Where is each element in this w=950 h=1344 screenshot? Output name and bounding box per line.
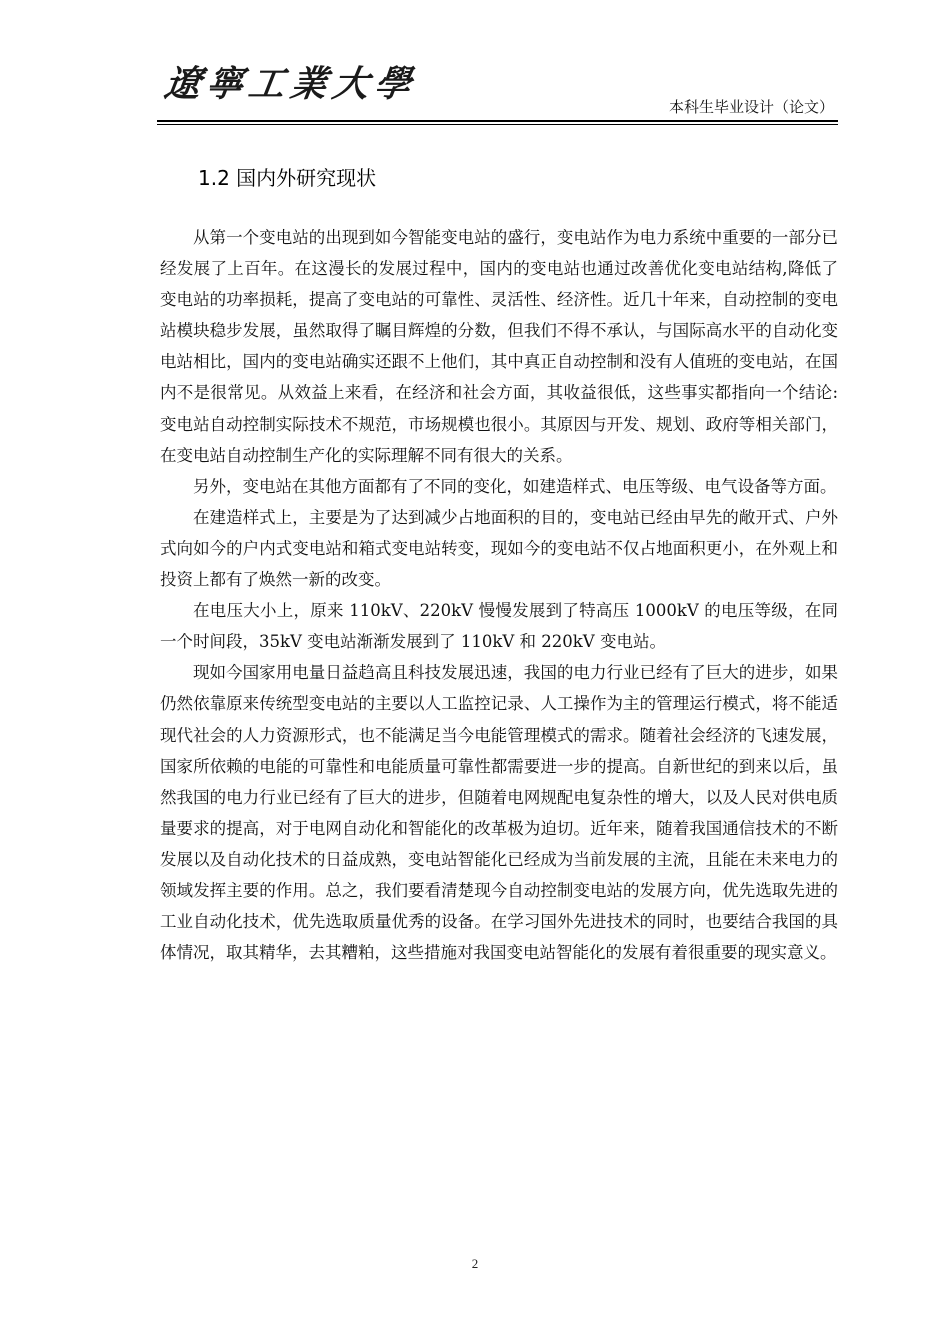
header-rule-thin: [157, 124, 838, 125]
page-header: [157, 52, 838, 124]
header-title: 本科生毕业设计（论文）: [668, 98, 834, 116]
section-heading: 1.2 国内外研究现状: [198, 166, 377, 190]
paragraph: 在建造样式上，主要是为了达到减少占地面积的目的，变电站已经由早先的敞开式、户外式向如今的户内式变电站和箱式变电站转变，现如今的变电站不仅占地面积更小，在外观上和投资上都有了焕然一新的改变。: [160, 507, 838, 590]
page-number: 2: [471, 1256, 479, 1271]
university-logo: 遼寧工業大學: [161, 63, 420, 105]
paragraph: 另外，变电站在其他方面都有了不同的变化，如建造样式、电压等级、电气设备等方面。: [193, 476, 837, 496]
paragraph: 从第一个变电站的出现到如今智能变电站的盛行，变电站作为电力系统中重要的一部分已经发展了上百年。在这漫长的发展过程中，国内的变电站也通过改善优化变电站结构,降低了变电站的功率损耗，提高了变电站的可靠性、灵活性、经济性。近几十年来，自动控制的变电站模块稳步发展，虽然取得了瞩目辉煌的分数，但我们不得不承认，与国际高水平的自动化变电站相比，国内的变电站确实还跟不上他们，其中真正自动控制和没有人值班的变电站，在国内不是很常见。从效益上来看，在经济和社会方面，其收益很低，这些事实都指向一个结论:变电站自动控制实际技术不规范，市场规模也很小。其原因与开发、规划、政府等相关部门，在变电站自动控制生产化的实际理解不同有很大的关系。: [160, 228, 838, 465]
paragraph: 现如今国家用电量日益趋高且科技发展迅速，我国的电力行业已经有了巨大的进步，如果仍然依靠原来传统型变电站的主要以人工监控记录、人工操作为主的管理运行模式，将不能适现代社会的人力资源形式，也不能满足当今电能管理模式的需求。随着社会经济的飞速发展，国家所依赖的电能的可靠性和电能质量可靠性都需要进一步的提高。自新世纪的到来以后，虽然我国的电力行业已经有了巨大的进步，但随着电网规配电复杂性的增大，以及人民对供电质量要求的提高，对于电网自动化和智能化的改革极为迫切。近年来，随着我国通信技术的不断发展以及自动化技术的日益成熟，变电站智能化已经成为当前发展的主流，且能在未来电力的领域发挥主要的作用。总之，我们要看清楚现今自动控制变电站的发展方向，优先选取先进的工业自动化技术，优先选取质量优秀的设备。在学习国外先进技术的同时，也要结合我国的具体情况，取其精华，去其糟粕，这些措施对我国变电站智能化的发展有着很重要的现实意义。: [160, 663, 838, 963]
header-rule-thick: [157, 120, 838, 122]
paragraph: 在电压大小上，原来 110kV、220kV 慢慢发展到了特高压 1000kV 的电压等级，在同一个时间段，35kV 变电站渐渐发展到了 110kV 和 220kV 变电站。: [160, 601, 838, 652]
body-text: [160, 222, 838, 968]
